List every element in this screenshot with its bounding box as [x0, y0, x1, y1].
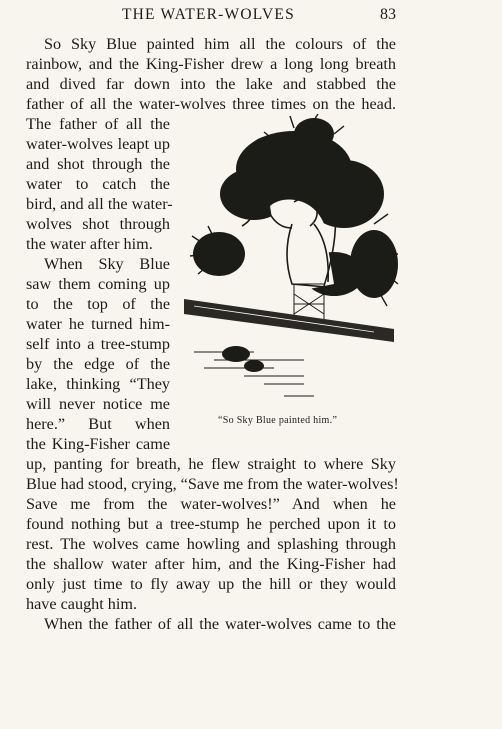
text-line: here.” But when — [26, 415, 170, 433]
text-line: father of all the water-wolves three times on the head. — [26, 95, 396, 113]
text-line: and shot through the — [26, 155, 170, 173]
text-line: and dived far down into the lake and stabbed the — [26, 75, 396, 93]
text-line: only just time to fly away up the hill or they would — [26, 575, 396, 593]
text-line: self into a tree-stump — [26, 335, 170, 353]
text-line: rest. The wolves came howling and splashing through — [26, 535, 396, 553]
text-line: by the edge of the — [26, 355, 170, 373]
page-number: 83 — [380, 6, 396, 23]
text-line: to the top of the — [26, 295, 170, 313]
text-line: will never notice me — [26, 395, 170, 413]
text-line: up, panting for breath, he flew straight to where Sky — [26, 455, 396, 473]
text-line: water he turned him- — [26, 315, 170, 333]
text-line: rainbow, and the King-Fisher drew a long long breath — [26, 55, 396, 73]
text-line: water to catch the — [26, 175, 170, 193]
text-line: saw them coming up — [26, 275, 170, 293]
text-line: water-wolves leapt up — [26, 135, 170, 153]
text-line: lake, thinking “They — [26, 375, 170, 393]
illustration — [174, 114, 400, 414]
text-line: found nothing but a tree-stump he perched upon it to — [26, 515, 396, 533]
text-line: wolves shot through — [26, 215, 170, 233]
text-line: bird, and all the water- — [26, 195, 173, 213]
text-line: So Sky Blue painted him all the colours of the — [44, 35, 396, 53]
text-line: Blue had stood, crying, “Save me from the water-wolves! — [26, 475, 399, 493]
text-line: Save me from the water-wolves!” And when he — [26, 495, 396, 513]
illustration-drawing — [174, 114, 400, 414]
text-line: The father of all the — [26, 115, 170, 133]
illustration-caption: “So Sky Blue painted him.” — [218, 415, 338, 426]
text-line: the water after him. — [26, 235, 153, 253]
text-line: the King-Fisher came — [26, 435, 170, 453]
text-line: the shallow water after him, and the King-Fisher had — [26, 555, 396, 573]
text-line: have caught him. — [26, 595, 138, 613]
text-line: When the father of all the water-wolves came to the — [44, 615, 396, 633]
running-title: THE WATER-WOLVES — [122, 6, 295, 23]
text-line: When Sky Blue — [44, 255, 170, 273]
